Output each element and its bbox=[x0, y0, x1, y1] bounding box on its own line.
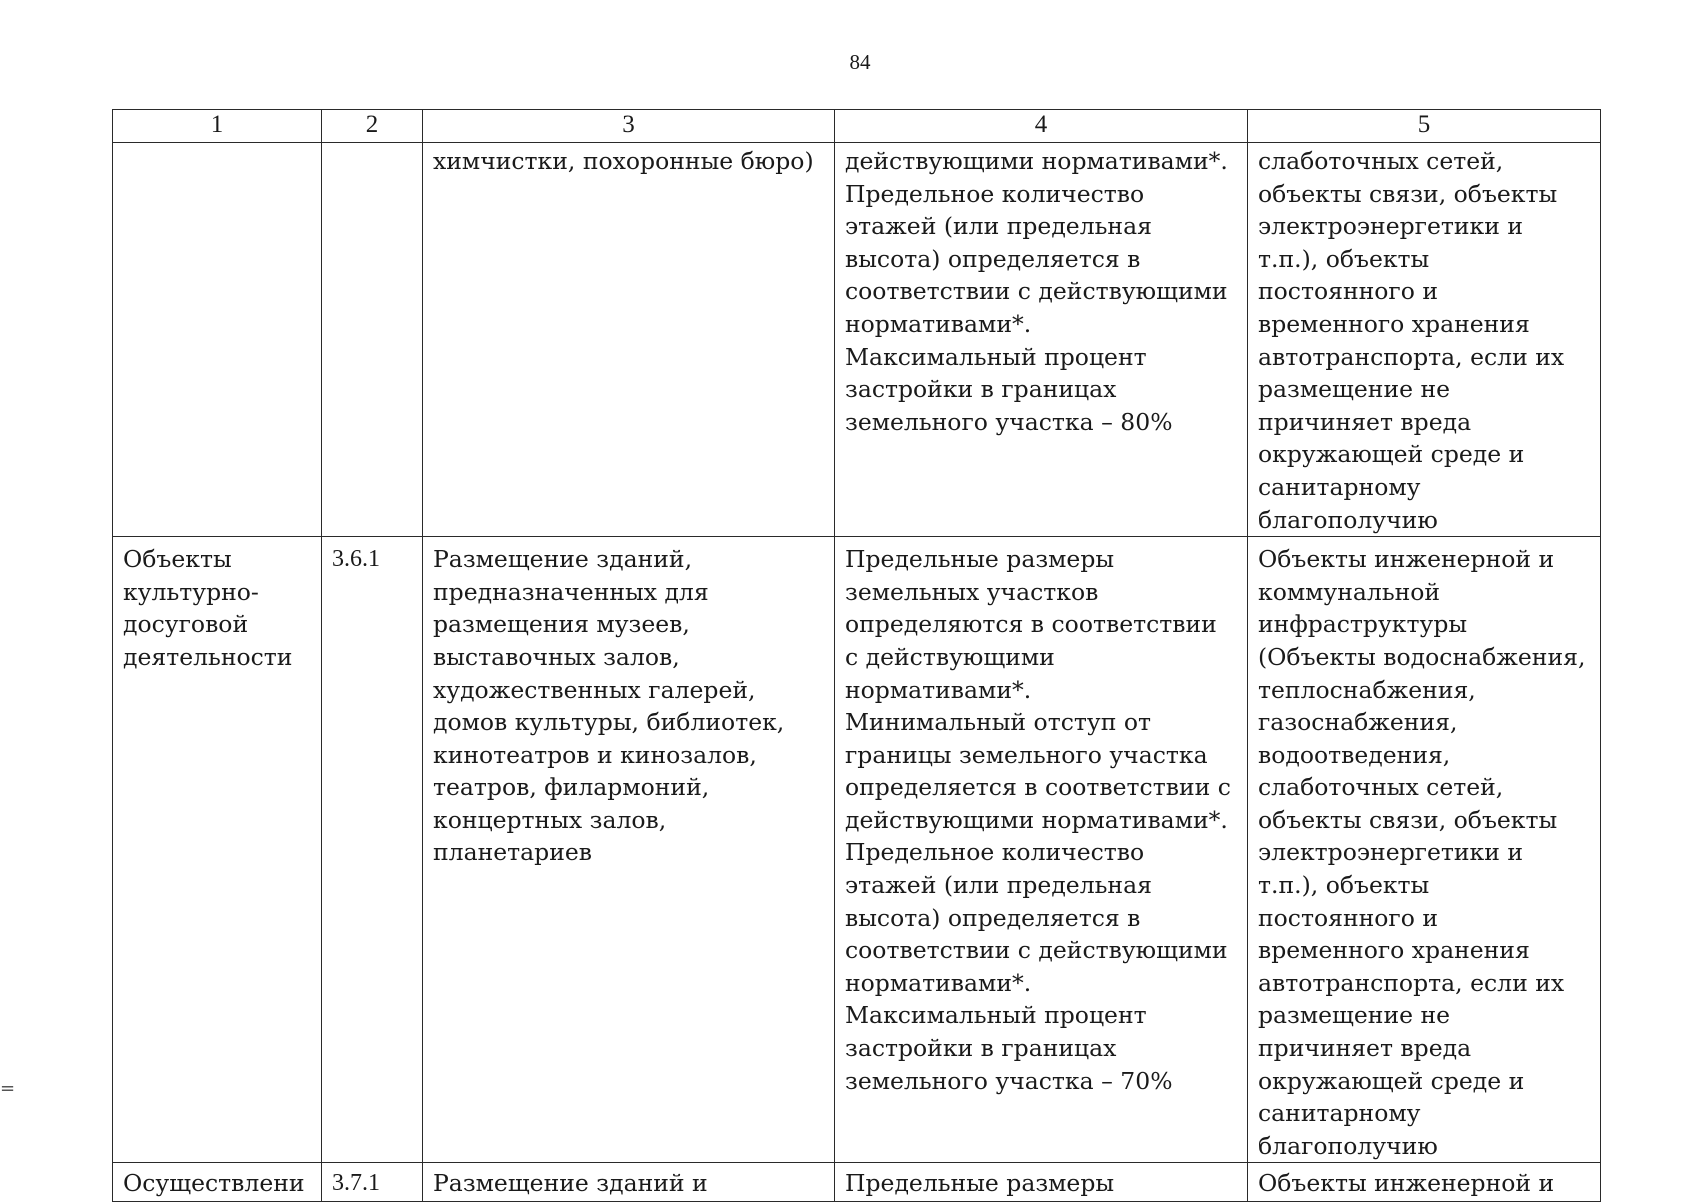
row-3-code-text: 3.7.1 bbox=[332, 1170, 380, 1197]
row-1-auxiliary-text: слаботочных сетей, объекты связи, объекты электроэнергетики и т.п.), объекты постоянного и временного хранения автотранспорта, если их размещение не причиняет вреда окружающей среде и санитарному благополучию bbox=[1258, 147, 1565, 534]
header-cell-4: 4 bbox=[835, 110, 1248, 143]
table-header-row bbox=[113, 110, 1601, 143]
row-3-parameters-text: Предельные размеры bbox=[845, 1169, 1115, 1198]
row-1-description-text: химчистки, похоронные бюро) bbox=[433, 147, 814, 175]
row-3-description-text: Размещение зданий и bbox=[433, 1169, 708, 1198]
header-cell-2: 2 bbox=[322, 110, 423, 143]
row-2-description-cell bbox=[423, 537, 835, 1163]
header-cell-3: 3 bbox=[423, 110, 835, 143]
row-3-type-text: Осуществлени bbox=[123, 1169, 305, 1198]
row-2-type-text: Объекты культурно-досуговой деятельности bbox=[123, 545, 293, 671]
margin-mark: = bbox=[0, 1078, 16, 1099]
row-2-code-text: 3.6.1 bbox=[332, 546, 380, 573]
row-2-description-text: Размещение зданий, предназначенных для размещения музеев, выставочных залов, художественных галерей, домов культуры, библиотек, кинотеатров и кинозалов, театров, филармоний, концертных залов, планетариев bbox=[433, 545, 785, 867]
row-2-auxiliary-text: Объекты инженерной и коммунальной инфраструктуры (Объекты водоснабжения, теплоснабжения, газоснабжения, водоотведения, слаботочных сетей, объекты связи, объекты электроэнергетики и т.п.), объекты постоянного и временного хранения автотранспорта, если их размещение не причиняет вреда окружающей среде и санитарному благополучию bbox=[1258, 545, 1586, 1160]
row-1-parameters-cell bbox=[835, 143, 1248, 537]
table-row bbox=[113, 1163, 1601, 1202]
row-3-auxiliary-text: Объекты инженерной и bbox=[1258, 1169, 1555, 1198]
row-2-parameters-text: Предельные размеры земельных участков определяются в соответствии с действующими нормативами*. Минимальный отступ от границы земельного участка определяется в соответствии с действующими нормативами*. Предельное количество этажей (или предельная высота) определяется в соответствии с действующими нормативами*. Максимальный процент застройки в границах земельного участка – 70% bbox=[845, 545, 1231, 1095]
regulations-table bbox=[112, 109, 1601, 1202]
row-3-description-cell bbox=[423, 1163, 835, 1202]
row-3-code-cell bbox=[322, 1163, 423, 1202]
header-cell-5: 5 bbox=[1248, 110, 1601, 143]
row-1-description-cell bbox=[423, 143, 835, 537]
row-2-parameters-cell bbox=[835, 537, 1248, 1163]
row-3-auxiliary-cell bbox=[1248, 1163, 1601, 1202]
table-row bbox=[113, 143, 1601, 537]
row-1-parameters-text: действующими нормативами*. Предельное количество этажей (или предельная высота) определяется в соответствии с действующими нормативами*. Максимальный процент застройки в границах земельного участка – 80% bbox=[845, 147, 1228, 436]
row-2-type-cell bbox=[113, 537, 322, 1163]
row-3-type-cell bbox=[113, 1163, 322, 1202]
table-row bbox=[113, 537, 1601, 1163]
row-2-auxiliary-cell bbox=[1248, 537, 1601, 1163]
row-2-code-cell bbox=[322, 537, 423, 1163]
row-1-auxiliary-cell bbox=[1248, 143, 1601, 537]
header-cell-1: 1 bbox=[113, 110, 322, 143]
row-1-type-cell bbox=[113, 143, 322, 537]
row-3-parameters-cell bbox=[835, 1163, 1248, 1202]
row-1-code-cell bbox=[322, 143, 423, 537]
page-number: 84 bbox=[849, 50, 871, 74]
